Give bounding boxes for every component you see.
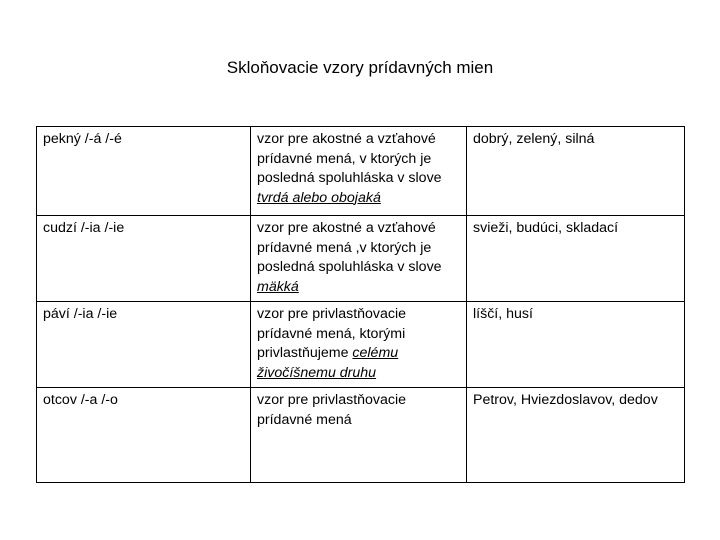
table-row xyxy=(37,216,685,302)
examples-cell: Petrov, Hviezdoslavov, dedov xyxy=(467,388,685,483)
examples-cell: svieži, budúci, skladací xyxy=(467,216,685,302)
description-cell xyxy=(251,216,467,302)
table-row xyxy=(37,302,685,388)
pattern-cell: otcov /-a /-o xyxy=(37,388,251,483)
description-text: vzor pre privlastňovacie prídavné mená, ktorými privlastňujeme xyxy=(257,306,407,361)
description-text: vzor pre privlastňovacie prídavné mená xyxy=(257,392,407,428)
table-row xyxy=(37,127,685,216)
table-row xyxy=(37,388,685,483)
description-underlined: tvrdá alebo obojaká xyxy=(257,189,381,206)
description-text: vzor pre akostné a vzťahové prídavné mená, v ktorých je posledná spoluhláska v slove xyxy=(257,131,442,186)
description-underlined: celému živočíšnemu druhu xyxy=(257,345,399,381)
pattern-cell: cudzí /-ia /-ie xyxy=(37,216,251,302)
description-text: vzor pre akostné a vzťahové prídavné mená ,v ktorých je posledná spoluhláska v slove xyxy=(257,220,442,275)
description-cell xyxy=(251,388,467,483)
description-cell xyxy=(251,302,467,388)
declension-table xyxy=(36,126,685,483)
description-underlined: mäkká xyxy=(257,278,299,295)
pattern-cell: pekný /-á /-é xyxy=(37,127,251,216)
pattern-cell: páví /-ia /-ie xyxy=(37,302,251,388)
description-cell xyxy=(251,127,467,216)
page-title: Skloňovacie vzory prídavných mien xyxy=(226,58,494,77)
examples-cell: líščí, husí xyxy=(467,302,685,388)
examples-cell: dobrý, zelený, silná xyxy=(467,127,685,216)
